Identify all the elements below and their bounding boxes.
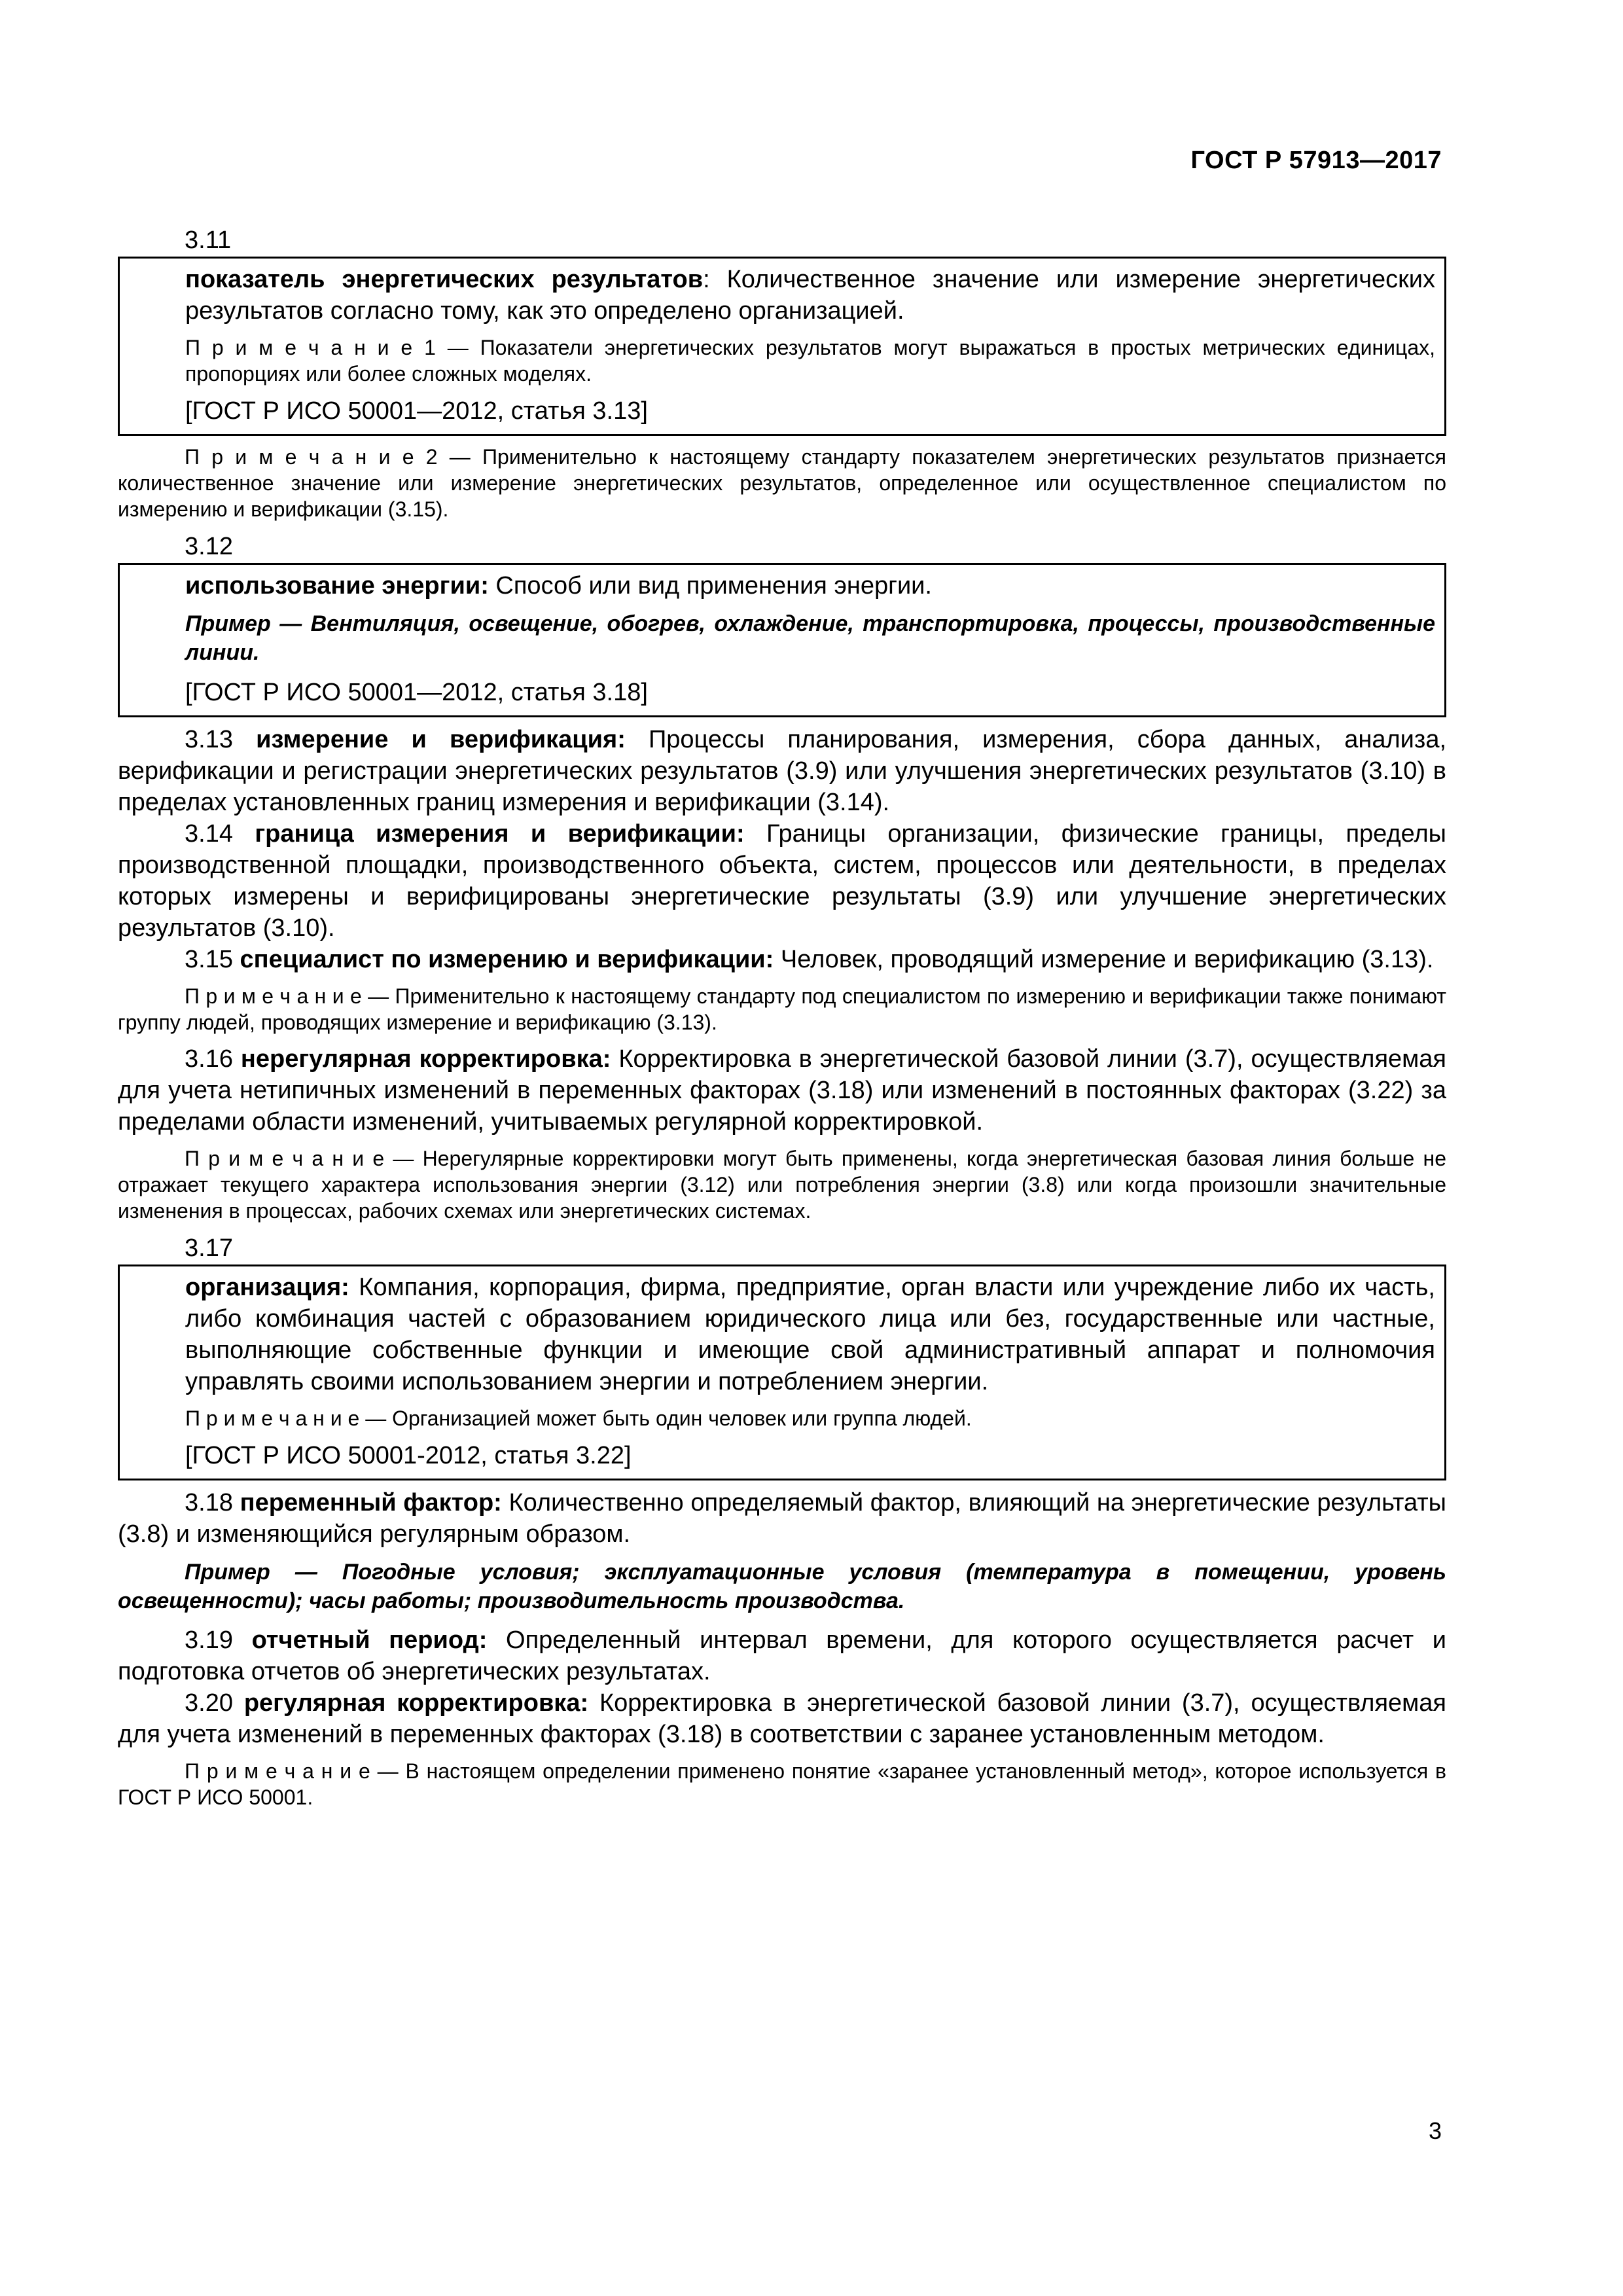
- document-header: ГОСТ Р 57913—2017: [1190, 147, 1442, 174]
- source-3-11: [ГОСТ Р ИСО 50001—2012, статья 3.13]: [185, 397, 648, 425]
- term-definition-3-18: 3.18 переменный фактор: Количественно определяемый фактор, влияющий на энергетические результаты (3.8) и изменяющийся регулярным образом.: [118, 1489, 1446, 1548]
- term-definition-3-20: 3.20 регулярная корректировка: Корректировка в энергетической базовой линии (3.7), осуществляемая для учета изменений в переменных факторах (3.18) в соответствии с заранее установленным методом.: [118, 1689, 1446, 1748]
- term-3-18: переменный фактор:: [240, 1489, 502, 1516]
- term-definition-3-14: 3.14 граница измерения и верификации: Границы организации, физические границы, пределы производственной площадки, производственного объекта, систем, процессов или деятельности, в пределах которых измерены и верифицированы энергетические результаты (3.9) или улучшение энергетических результатов (3.10).: [118, 820, 1446, 942]
- term-definition-3-15: 3.15 специалист по измерению и верификации: Человек, проводящий измерение и верификацию (3.13).: [185, 946, 1434, 973]
- note-3-16: П р и м е ч а н и е — Нерегулярные корректировки могут быть применены, когда энергетическая базовая линия больше не отражает текущего характера использования энергии (3.12) или потребления энергии (3.8) или когда произошли значительные изменения в процессах, рабочих схемах или энергетических системах.: [118, 1147, 1447, 1223]
- example-3-18: Пример — Погодные условия; эксплуатационные условия (температура в помещении, уровень освещенности); часы работы; производительность производства.: [118, 1560, 1446, 1613]
- term-definition-3-11: показатель энергетических результатов: Количественное значение или измерение энергетических результатов согласно тому, как это определено организацией.: [185, 266, 1435, 325]
- document-body: [118, 224, 1446, 1818]
- note-3-15: П р и м е ч а н и е — Применительно к настоящему стандарту под специалистом по измерению и верификации также понимают группу людей, проводящих измерение и верификацию (3.13).: [118, 984, 1447, 1034]
- page-number: 3: [1428, 2117, 1442, 2144]
- term-3-17: организация:: [185, 1274, 349, 1301]
- note-3-11-1: П р и м е ч а н и е 1 — Показатели энергетических результатов могут выражаться в простых метрических единицах, пропорциях или более сложных моделях.: [185, 336, 1436, 386]
- term-box-3-11: [118, 257, 1446, 436]
- term-box-3-17: [118, 1265, 1446, 1480]
- source-3-17: [ГОСТ Р ИСО 50001-2012, статья 3.22]: [185, 1442, 632, 1469]
- note-3-20: П р и м е ч а н и е — В настоящем определении применено понятие «заранее установленный метод», которое используется в ГОСТ Р ИСО 50001.: [118, 1759, 1447, 1809]
- term-definition-3-13: 3.13 измерение и верификация: Процессы планирования, измерения, сбора данных, анализа, верификации и регистрации энергетических результатов (3.9) или улучшения энергетических результатов (3.10) в пределах установленных границ измерения и верификации (3.14).: [118, 726, 1447, 816]
- term-3-13: измерение и верификация:: [256, 726, 626, 753]
- term-3-12: использование энергии:: [185, 572, 489, 600]
- example-3-12: Пример — Вентиляция, освещение, обогрев, охлаждение, транспортировка, процессы, производственные линии.: [185, 611, 1435, 665]
- term-3-11: показатель энергетических результатов: [185, 266, 704, 293]
- note-3-11-2: П р и м е ч а н и е 2 — Применительно к настоящему стандарту показателем энергетических результатов признается количественное значение или измерение энергетических результатов, определенное или осуществленное специалистом по измерению и верификации (3.15).: [118, 445, 1447, 521]
- term-definition-3-19: 3.19 отчетный период: Определенный интервал времени, для которого осуществляется расчет и подготовка отчетов об энергетических результатах.: [118, 1626, 1446, 1685]
- term-definition-3-17: организация: Компания, корпорация, фирма, предприятие, орган власти или учреждение либо их часть, либо комбинация частей с образованием юридического лица или без, государственные или частные, выполняющие собственные функции и имеющие свой административный аппарат и полномочия управлять своими использованием энергии и потреблением энергии.: [185, 1274, 1435, 1395]
- term-number-3-17: 3.17: [185, 1234, 233, 1262]
- term-number-3-12: 3.12: [185, 533, 233, 560]
- term-3-19: отчетный период:: [251, 1626, 488, 1654]
- term-box-3-12: [118, 563, 1446, 717]
- term-3-20: регулярная корректировка:: [243, 1689, 589, 1717]
- term-definition-3-16: 3.16 нерегулярная корректировка: Корректировка в энергетической базовой линии (3.7), осуществляемая для учета нетипичных изменений в переменных факторах (3.18) или изменений в постоянных факторах (3.22) за пределами области изменений, учитываемых регулярной корректировкой.: [118, 1045, 1447, 1136]
- source-3-12: [ГОСТ Р ИСО 50001—2012, статья 3.18]: [185, 679, 648, 706]
- term-number-3-11: 3.11: [185, 226, 232, 254]
- term-3-14: граница измерения и верификации:: [255, 820, 745, 848]
- term-3-15: специалист по измерению и верификации:: [240, 946, 774, 973]
- term-3-16: нерегулярная корректировка:: [240, 1045, 611, 1073]
- note-3-17: П р и м е ч а н и е — Организацией может быть один человек или группа людей.: [185, 1407, 972, 1430]
- term-definition-3-12: использование энергии: Способ или вид применения энергии.: [185, 572, 932, 600]
